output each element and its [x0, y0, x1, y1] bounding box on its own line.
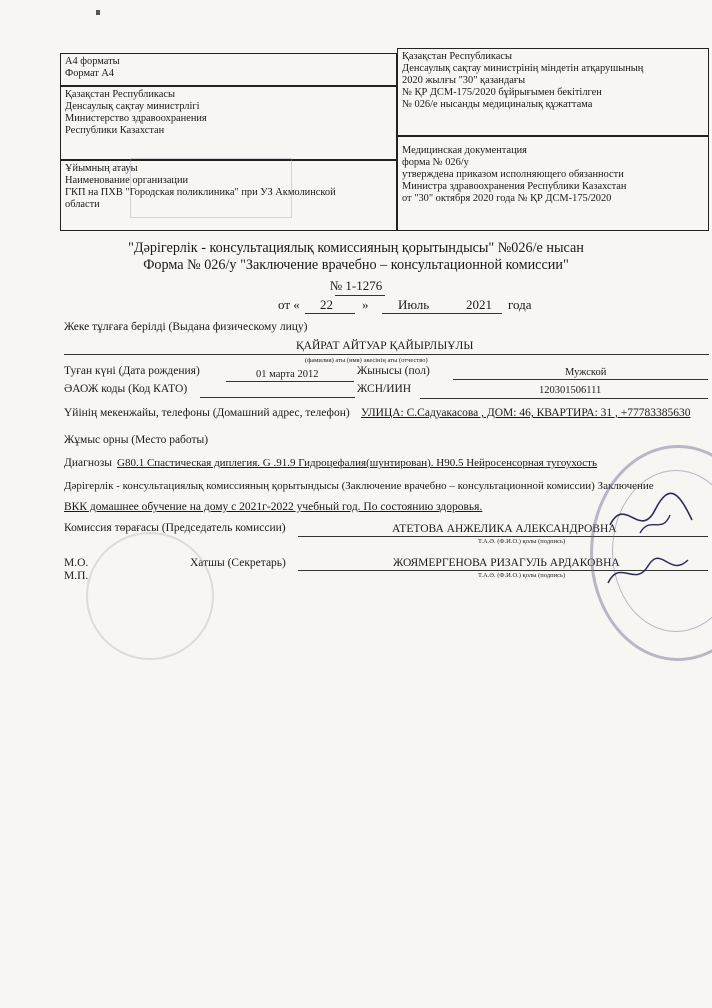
month-year-underline — [382, 313, 502, 314]
form-title-ru: Форма № 026/у "Заключение врачебно – консультационной комиссии" — [143, 257, 569, 273]
secretary-name: ЖОЯМЕРГЕНОВА РИЗАГУЛЬ АРДАКОВНА — [393, 557, 620, 569]
sex-underline — [453, 379, 708, 380]
diagnosis-label: Диагнозы — [64, 457, 112, 469]
conclusion-label: Дәрігерлік - консультациялық комиссияның қорытындысы (Заключение врачебно – консультационной комиссии) Заключение — [64, 480, 654, 492]
form-title-kz: "Дәрігерлік - консультациялық комиссияның қорытындысы" №026/е нысан — [128, 240, 584, 256]
mp-kz: М.О. — [64, 557, 89, 569]
ministry-line: Қазақстан Республикасы — [65, 89, 175, 100]
day-underline — [305, 313, 355, 314]
order-kz-line: Денсаулық сақтау министрінің міндетін атқарушының — [402, 63, 644, 74]
date-day: 22 — [320, 297, 333, 312]
organization-line: Ұйымның атауы — [65, 163, 138, 174]
chair-label: Комиссия төрағасы (Председатель комиссии) — [64, 522, 286, 534]
dob-label: Туған күні (Дата рождения) — [64, 365, 200, 377]
date-close: » — [362, 297, 369, 312]
address-value: УЛИЦА: С.Садуакасова , ДОМ: 46, КВАРТИРА: 31 , +77783385630 — [361, 407, 691, 419]
kato-label: ӘАОЖ коды (Код КАТО) — [64, 383, 188, 395]
ministry-line: Денсаулық сақтау министрлігі — [65, 101, 200, 112]
sex-label: Жынысы (пол) — [357, 365, 430, 377]
order-kz-line: № ҚР ДСМ-175/2020 бұйрығымен бекітілген — [402, 87, 602, 98]
order-kz-box — [397, 48, 709, 136]
kato-underline — [200, 397, 355, 398]
issued-label: Жеке тұлғаға берілді (Выдана физическому лицу) — [64, 321, 308, 333]
paper-speck — [96, 10, 100, 15]
format-box — [60, 53, 397, 86]
date-from: от « — [278, 297, 300, 312]
ministry-box — [60, 86, 397, 160]
order-ru-box — [397, 136, 709, 231]
ministry-line: Республики Казахстан — [65, 125, 165, 136]
organization-line: Наименование организации — [65, 175, 189, 186]
name-underline — [64, 354, 709, 355]
number-underline — [335, 295, 385, 296]
iin-underline — [420, 398, 708, 399]
dob-underline — [226, 381, 354, 382]
order-kz-line: Қазақстан Республикасы — [402, 51, 512, 62]
order-ru-line: утверждена приказом исполняющего обязанности — [402, 169, 624, 180]
organization-stamp — [130, 158, 292, 218]
format-line: А4 форматы — [65, 56, 120, 67]
iin-label: ЖСН/ИИН — [357, 383, 412, 395]
secretary-sign-caption: Т.А.Ә. (Ф.И.О.) қолы (подпись) — [478, 572, 566, 579]
order-ru-line: Медицинская документация — [402, 145, 527, 156]
left-seal — [86, 532, 214, 660]
chair-signature — [600, 485, 700, 545]
ministry-line: Министерство здравоохранения — [65, 113, 207, 124]
chair-name: АТЕТОВА АНЖЕЛИКА АЛЕКСАНДРОВНА — [392, 523, 617, 535]
order-ru-line: форма № 026/у — [402, 157, 469, 168]
mp-ru: М.П. — [64, 570, 89, 582]
chair-sign-caption: Т.А.Ә. (Ф.И.О.) қолы (подпись) — [478, 538, 566, 545]
dob-value: 01 марта 2012 — [256, 369, 319, 380]
format-line: Формат А4 — [65, 68, 115, 79]
iin-value: 120301506111 — [539, 385, 602, 396]
work-label: Жұмыс орны (Место работы) — [64, 434, 209, 446]
sex-value: Мужской — [565, 367, 607, 378]
date-month: Июль — [398, 297, 430, 312]
order-ru-line: от "30" октября 2020 года № ҚР ДСМ-175/2020 — [402, 193, 612, 204]
secretary-signature — [600, 548, 700, 598]
address-label: Үйінің мекенжайы, телефоны (Домашний адрес, телефон) — [64, 407, 350, 419]
organization-line: ГКП на ПХВ "Городская поликлиника" при УЗ Акмолинской — [65, 187, 336, 198]
date-year-suffix: года — [508, 297, 532, 312]
diagnosis-value: G80.1 Спастическая диплегия. G .91.9 Гидроцефалия(шунтирован). H90.5 Нейросенсорная тугоухость — [117, 457, 597, 469]
form-number: № 1-1276 — [329, 278, 383, 293]
order-kz-line: 2020 жылғы "30" қазандағы — [402, 75, 526, 86]
conclusion-value: ВКК домашнее обучение на дому с 2021г-2022 учебный год. По состоянию здоровья. — [64, 501, 483, 513]
order-ru-line: Министра здравоохранения Республики Казахстан — [402, 181, 627, 192]
secretary-label: Хатшы (Секретарь) — [190, 557, 286, 569]
patient-name: ҚАЙРАТ АЙТУАР ҚАЙЫРЛЫҰЛЫ — [296, 340, 474, 352]
order-kz-line: № 026/е нысанды медициналық құжаттама — [402, 99, 593, 110]
organization-line: области — [65, 199, 100, 210]
date-year: 2021 — [466, 297, 492, 312]
name-caption: (фамилия) аты (имя) әкесінің аты (отчество) — [305, 357, 428, 364]
